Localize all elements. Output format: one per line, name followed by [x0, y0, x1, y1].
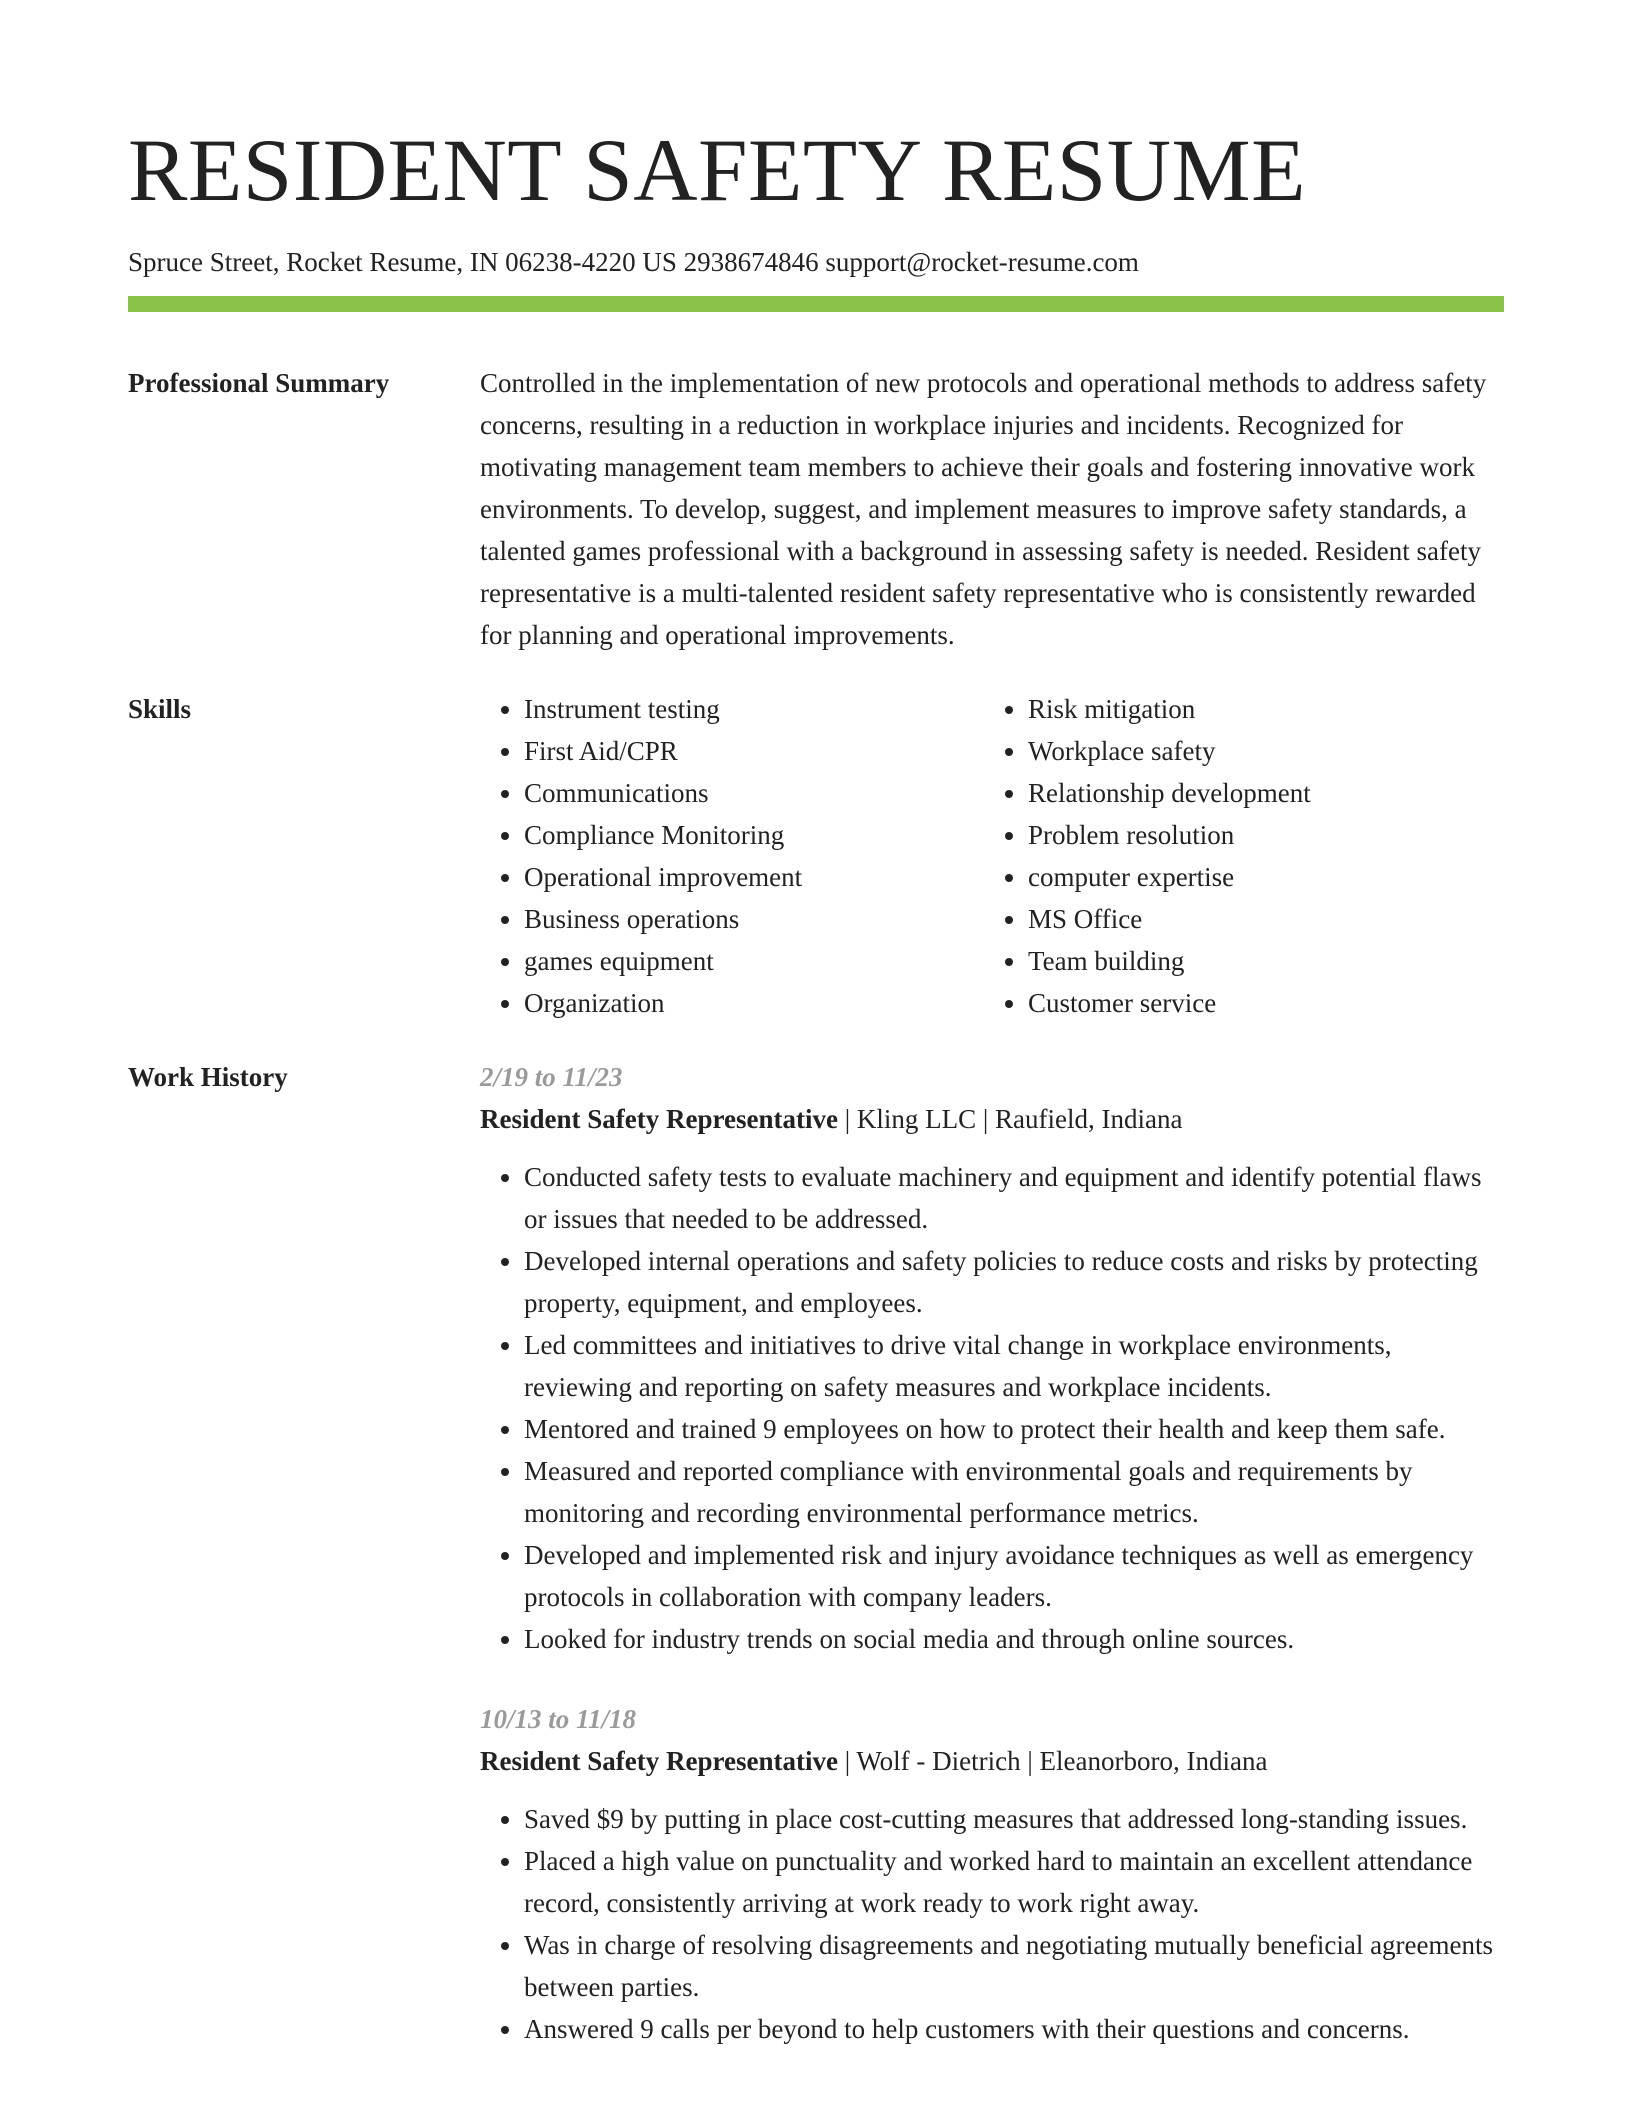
job-bullet: • Led committees and initiatives to drive vital change in workplace environments, reviewing and reporting on safety measures and workplace incidents. [524, 1324, 1504, 1408]
job-bullet: • Developed and implemented risk and injury avoidance techniques as well as emergency protocols in collaboration with company leaders. [524, 1534, 1504, 1618]
skill-item: • Team building [1028, 940, 1488, 982]
skill-item: • Customer service [1028, 982, 1488, 1024]
job-bullet: • Was in charge of resolving disagreements and negotiating mutually beneficial agreements between parties. [524, 1924, 1504, 2008]
skill-item: • Instrument testing [524, 688, 984, 730]
job-bullet: • Developed internal operations and safety policies to reduce costs and risks by protecting property, equipment, and employees. [524, 1240, 1504, 1324]
skills-section [128, 688, 1504, 1024]
skill-item: • Business operations [524, 898, 984, 940]
job-bullet: • Saved $9 by putting in place cost-cutting measures that addressed long-standing issues. [524, 1798, 1504, 1840]
job-entry [480, 1698, 1504, 2050]
job-bullet: • Conducted safety tests to evaluate machinery and equipment and identify potential flaws or issues that needed to be addressed. [524, 1156, 1504, 1240]
skill-item: • Organization [524, 982, 984, 1024]
job-bullet: • Placed a high value on punctuality and worked hard to maintain an excellent attendance record, consistently arriving at work ready to work right away. [524, 1840, 1504, 1924]
professional-summary-body [480, 362, 1504, 656]
job-company-location: | Kling LLC | Raufield, Indiana [837, 1104, 1183, 1134]
skill-item: • Communications [524, 772, 984, 814]
job-bullet: • Looked for industry trends on social media and through online sources. [524, 1618, 1504, 1660]
skill-item: • MS Office [1028, 898, 1488, 940]
work-history-body [480, 1056, 1504, 2088]
job-entry [480, 1056, 1504, 1660]
skill-item: • First Aid/CPR [524, 730, 984, 772]
skill-item: • Risk mitigation [1028, 688, 1488, 730]
job-bullets [480, 1156, 1504, 1660]
job-bullet: • Mentored and trained 9 employees on how to protect their health and keep them safe. [524, 1408, 1504, 1450]
skills-list [480, 688, 1504, 1024]
job-heading [480, 1740, 1504, 1782]
job-bullet: • Measured and reported compliance with environmental goals and requirements by monitoring and recording environmental performance metrics. [524, 1450, 1504, 1534]
professional-summary-section [128, 362, 1504, 656]
job-bullet: • Answered 9 calls per beyond to help customers with their questions and concerns. [524, 2008, 1504, 2050]
skill-item: • Problem resolution [1028, 814, 1488, 856]
job-title: Resident Safety Representative [480, 1746, 838, 1776]
job-dates: 10/13 to 11/18 [480, 1704, 637, 1734]
accent-divider [128, 296, 1504, 312]
section-label-work-history: Work History [128, 1062, 288, 1092]
resume-title: RESIDENT SAFETY RESUME [128, 122, 1306, 220]
section-label-skills: Skills [128, 694, 192, 724]
skill-item: • Workplace safety [1028, 730, 1488, 772]
section-label-professional-summary: Professional Summary [128, 368, 390, 398]
skill-item: • Compliance Monitoring [524, 814, 984, 856]
skill-item: • computer expertise [1028, 856, 1488, 898]
skill-item: • Operational improvement [524, 856, 984, 898]
skills-column-right [984, 688, 1488, 1024]
work-history-section [128, 1056, 1504, 2088]
job-company-location: | Wolf - Dietrich | Eleanorboro, Indiana [837, 1746, 1268, 1776]
job-heading [480, 1098, 1504, 1140]
skills-column-left [480, 688, 984, 1024]
job-title: Resident Safety Representative [480, 1104, 838, 1134]
job-dates: 2/19 to 11/23 [480, 1062, 623, 1092]
job-bullets [480, 1798, 1504, 2050]
contact-info: Spruce Street, Rocket Resume, IN 06238-4220 US 2938674846 support@rocket-resume.com [128, 247, 1139, 277]
skill-item: • games equipment [524, 940, 984, 982]
skill-item: • Relationship development [1028, 772, 1488, 814]
summary-text: Controlled in the implementation of new protocols and operational methods to address safety concerns, resulting in a reduction in workplace injuries and incidents. Recognized for motivating management team members to achieve their goals and fostering innovative work environments. To develop, suggest, and implement measures to improve safety standards, a talented games professional with a background in assessing safety is needed. Resident safety representative is a multi-talented resident safety representative who is consistently rewarded for planning and operational improvements. [480, 368, 1487, 650]
